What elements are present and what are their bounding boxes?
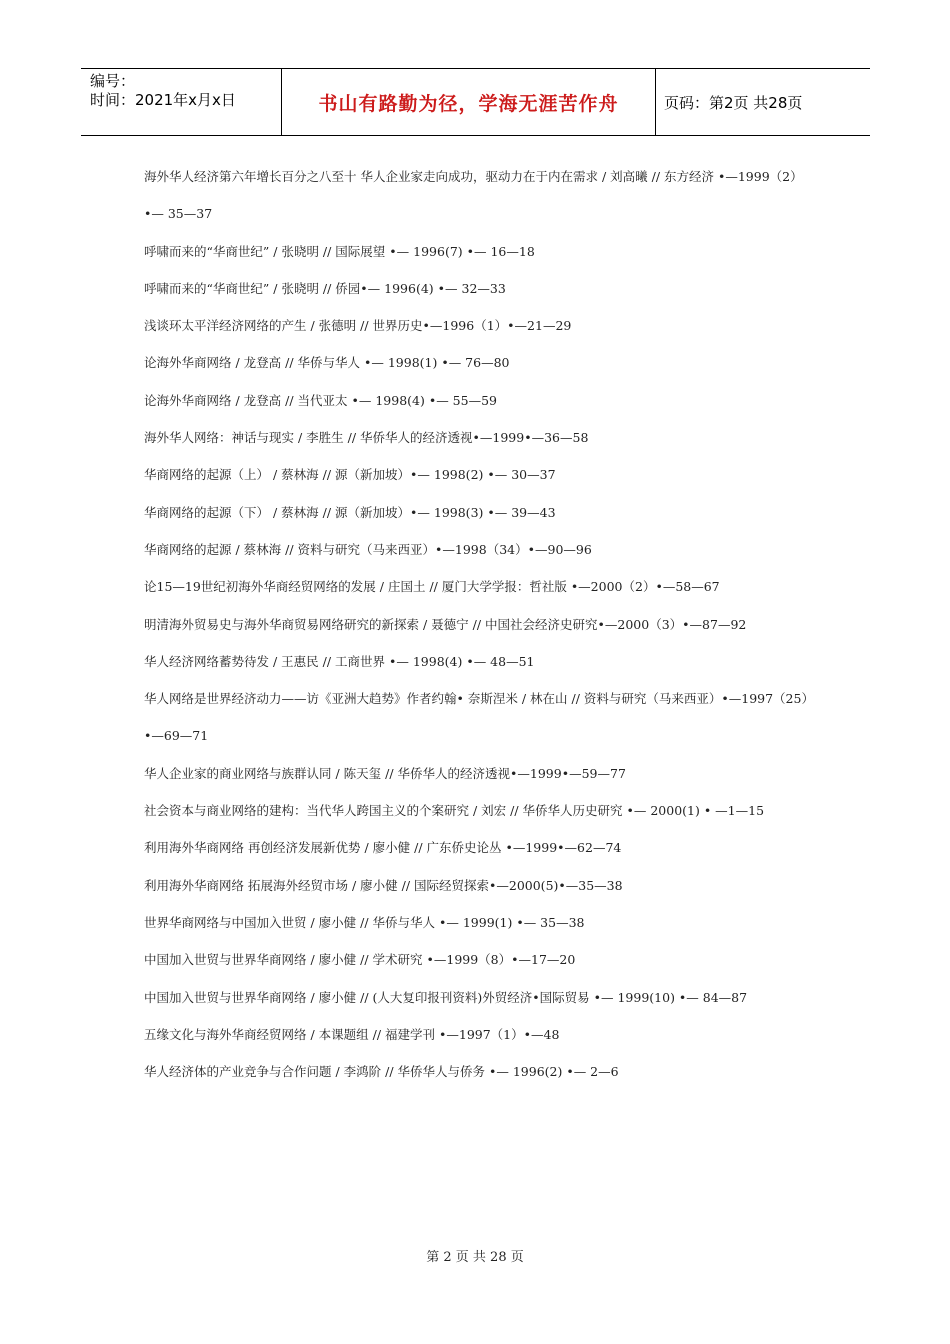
page-footer: 第 2 页 共 28 页 [426, 1250, 524, 1265]
reference-entry: 呼啸而来的“华商世纪” / 张晓明 // 国际展望 •— 1996(7) •— 16—18 [144, 243, 535, 259]
header-meta [90, 72, 280, 110]
reference-entry: 五缘文化与海外华商经贸网络 / 本课题组 // 福建学刊 •—1997（1）•—48 [144, 1026, 560, 1042]
reference-entry: 论海外华商网络 / 龙登高 // 华侨与华人 •— 1998(1) •— 76—80 [144, 355, 510, 371]
reference-entry: 中国加入世贸与世界华商网络 / 廖小健 // 学术研究 •—1999（8）•—17—20 [144, 952, 576, 968]
reference-entry: 华人经济网络蓄势待发 / 王惠民 // 工商世界 •— 1998(4) •— 48—51 [144, 653, 535, 669]
reference-entry: 华人经济体的产业竞争与合作问题 / 李鸿阶 // 华侨华人与侨务 •— 1996(2) •— 2—6 [144, 1064, 619, 1080]
reference-list [144, 158, 809, 1090]
reference-entry: 华商网络的起源（下） / 蔡林海 // 源（新加坡）•— 1998(3) •— 39—43 [144, 504, 556, 520]
header-motto: 书山有路勤为径，学海无涯苦作舟 [318, 92, 619, 115]
page-header [81, 68, 870, 136]
header-page-number: 页码：第2页 共28页 [664, 93, 803, 112]
reference-entry: 华人企业家的商业网络与族群认同 / 陈天玺 // 华侨华人的经济透视•—1999•—59—77 [144, 765, 626, 781]
reference-entry: 华人网络是世界经济动力——访《亚洲大趋势》作者约翰• 奈斯涅米 / 林在山 // 资料与研究（马来西亚）•—1997（25）•—69—71 [144, 691, 808, 744]
reference-entry: 利用海外华商网络 拓展海外经贸市场 / 廖小健 // 国际经贸探索•—2000(5)•—35—38 [144, 877, 623, 893]
header-divider [655, 69, 656, 135]
document-date-label: 时间：2021年x月x日 [90, 91, 236, 109]
reference-entry: 呼啸而来的“华商世纪” / 张晓明 // 侨园•— 1996(4) •— 32—33 [144, 280, 506, 296]
reference-entry: 论海外华商网络 / 龙登高 // 当代亚太 •— 1998(4) •— 55—59 [144, 392, 497, 408]
reference-entry: 海外华人网络：神话与现实 / 李胜生 // 华侨华人的经济透视•—1999•—36—58 [144, 430, 589, 446]
reference-entry: 浅谈环太平洋经济网络的产生 / 张德明 // 世界历史•—1996（1）•—21—29 [144, 318, 572, 334]
reference-entry: 社会资本与商业网络的建构：当代华人跨国主义的个案研究 / 刘宏 // 华侨华人历史研究 •— 2000(1) • —1—15 [144, 803, 765, 819]
reference-entry: 中国加入世贸与世界华商网络 / 廖小健 // (人大复印报刊资料)外贸经济•国际贸易 •— 1999(10) •— 84—87 [144, 989, 748, 1005]
reference-entry: 世界华商网络与中国加入世贸 / 廖小健 // 华侨与华人 •— 1999(1) •— 35—38 [144, 914, 585, 930]
reference-entry: 华商网络的起源 / 蔡林海 // 资料与研究（马来西亚）•—1998（34）•—90—96 [144, 541, 592, 557]
reference-entry: 明清海外贸易史与海外华商贸易网络研究的新探索 / 聂德宁 // 中国社会经济史研究•—2000（3）•—87—92 [144, 616, 747, 632]
reference-entry: 利用海外华商网络 再创经济发展新优势 / 廖小健 // 广东侨史论丛 •—1999•—62—74 [144, 840, 622, 856]
reference-entry: 论15—19世纪初海外华商经贸网络的发展 / 庄国土 // 厦门大学学报：哲社版 •—2000（2）•—58—67 [144, 579, 720, 595]
reference-entry: 海外华人经济第六年增长百分之八至十 华人企业家走向成功，驱动力在于内在需求 / 刘高曦 // 东方经济 •—1999（2）•— 35—37 [144, 169, 803, 222]
document-number-label: 编号： [90, 72, 136, 90]
reference-entry: 华商网络的起源（上） / 蔡林海 // 源（新加坡）•— 1998(2) •— 30—37 [144, 467, 556, 483]
